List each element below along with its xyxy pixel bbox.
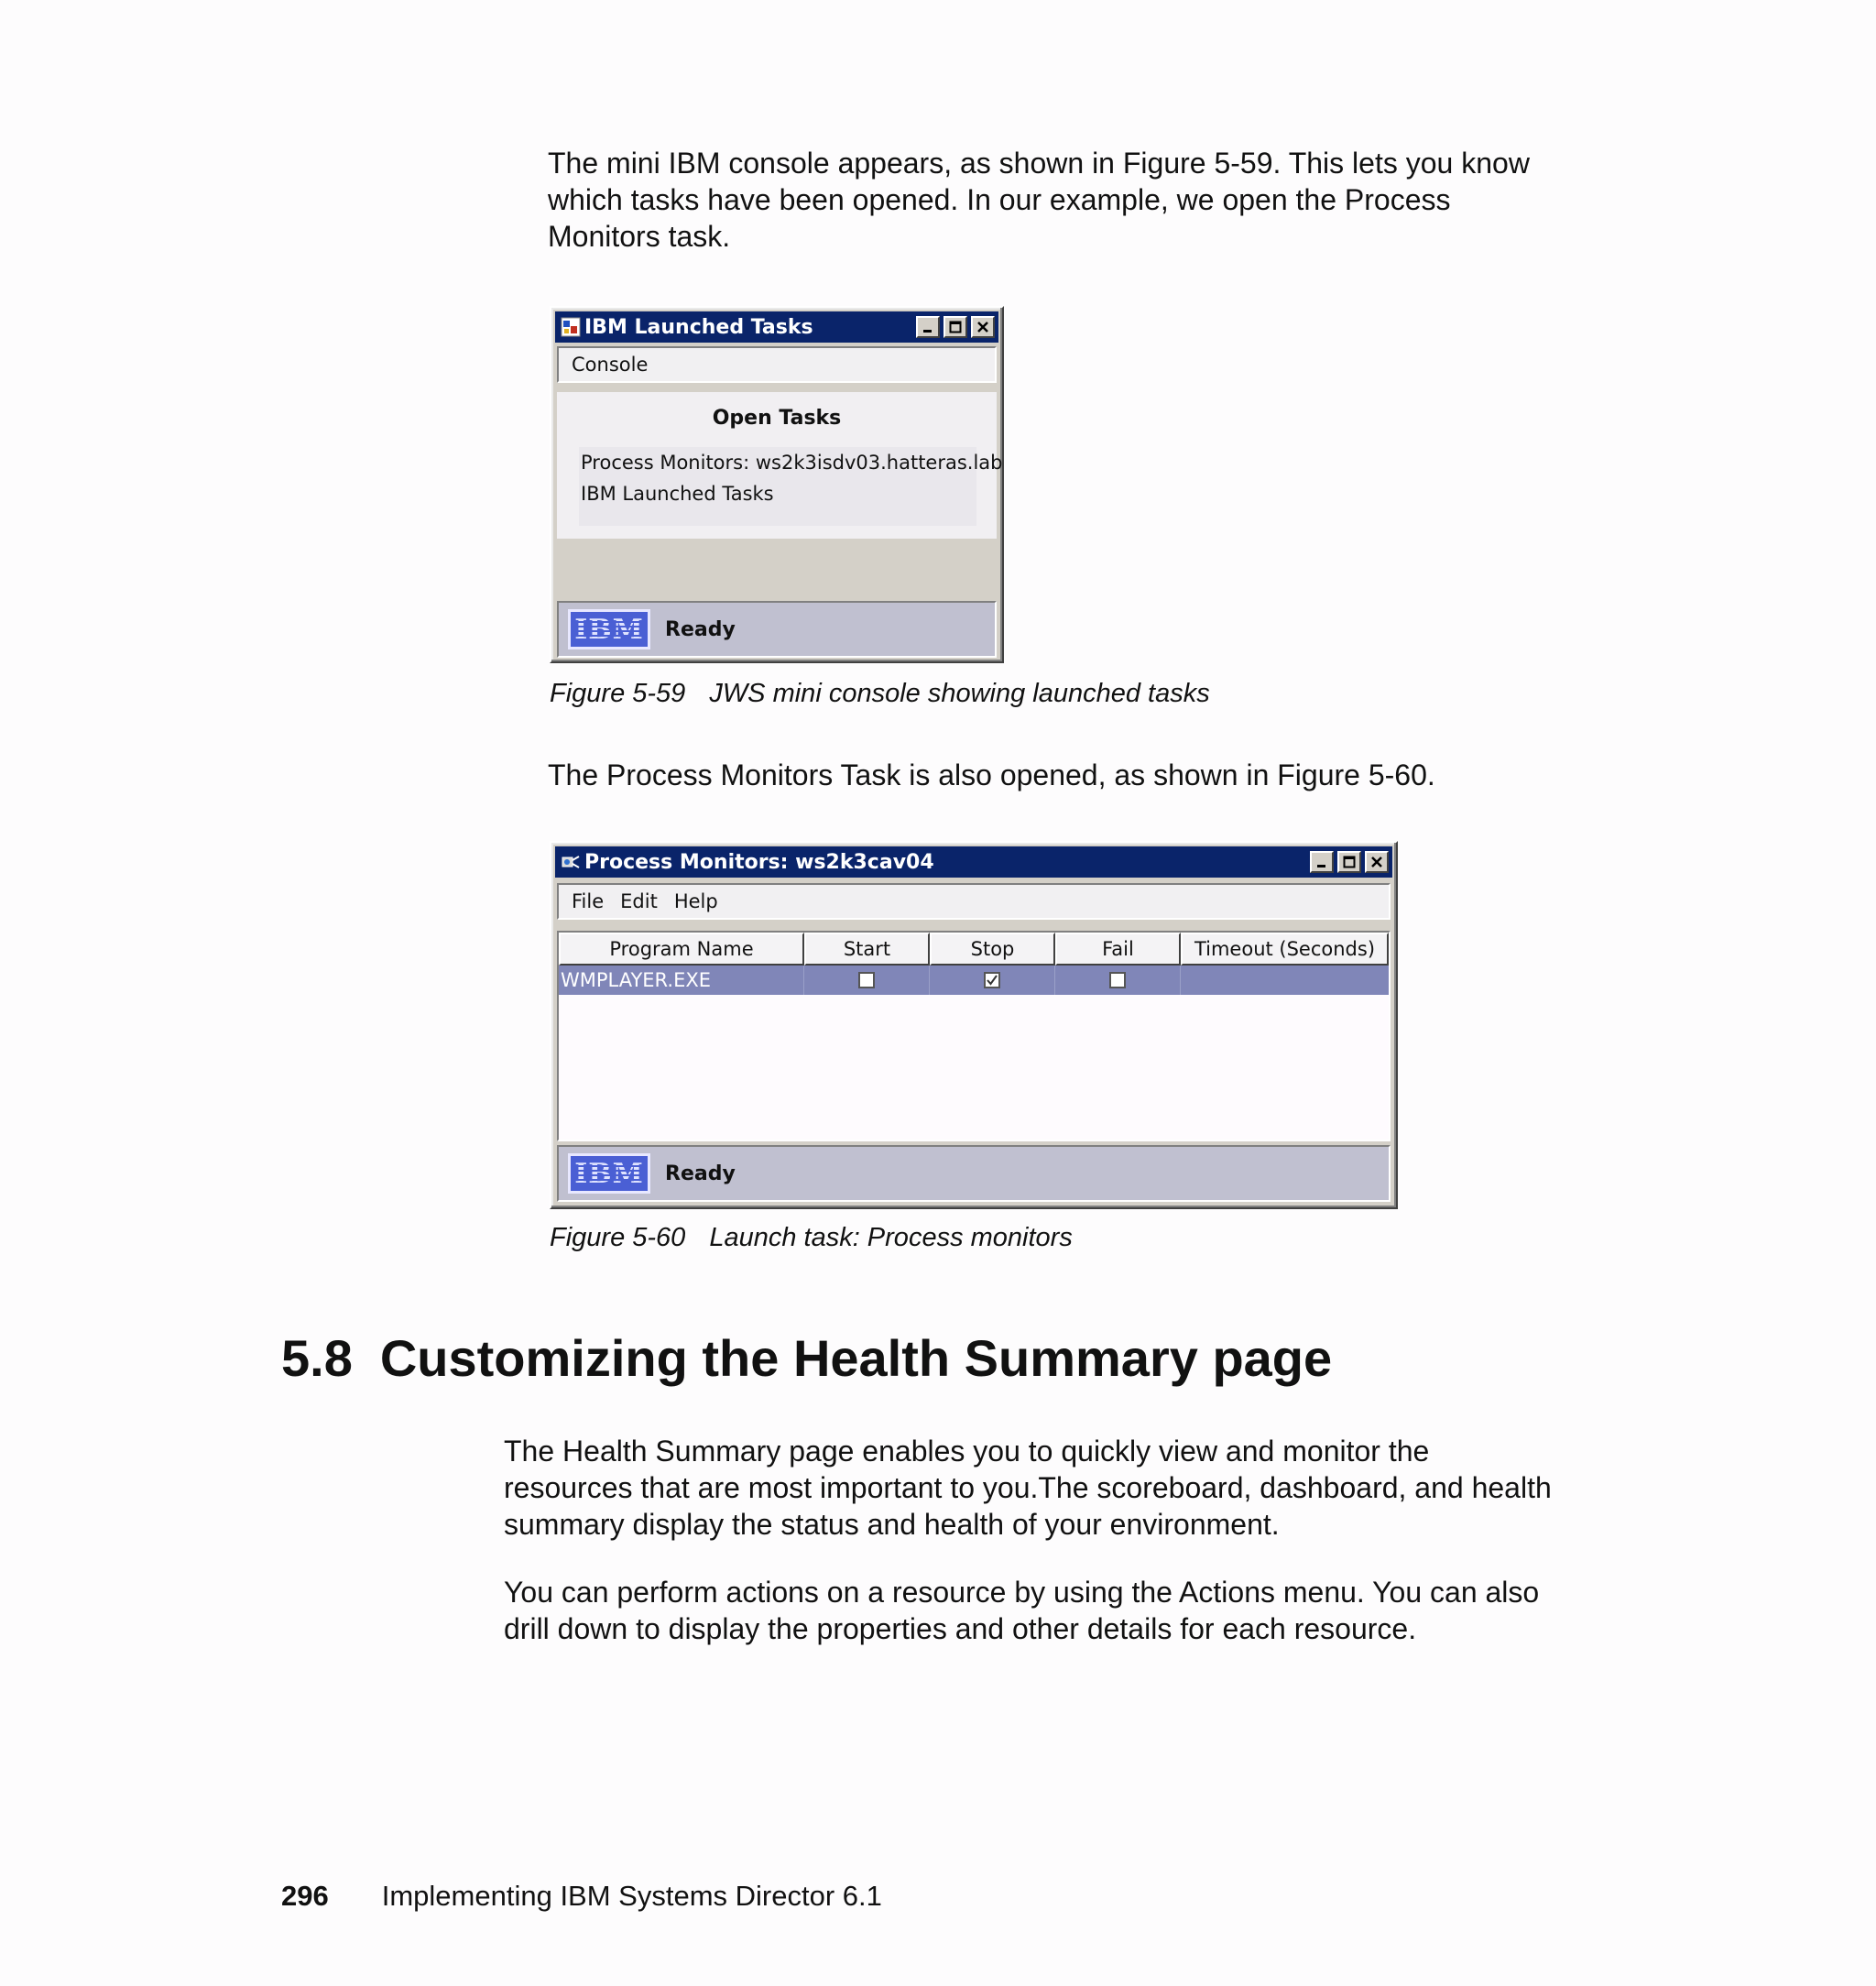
cell-start: [804, 966, 930, 995]
table-header: [559, 933, 1389, 966]
page-number: 296: [281, 1880, 329, 1912]
column-header-timeout[interactable]: Timeout (Seconds): [1181, 933, 1389, 966]
status-text: Ready: [665, 1162, 736, 1185]
intro-line-1: The mini IBM console appears, as shown in Figure 5-59. This lets you know: [548, 147, 1530, 180]
menu-edit[interactable]: Edit: [620, 890, 658, 912]
section-paragraph-1: [504, 1433, 1552, 1543]
menu-bar: [557, 883, 1391, 920]
intro-paragraph: [548, 145, 1530, 255]
checkmark-icon: [986, 974, 998, 987]
list-item[interactable]: IBM Launched Tasks: [581, 483, 774, 505]
table-row[interactable]: [559, 966, 1389, 995]
window-titlebar[interactable]: [555, 846, 1392, 878]
maximize-icon: [949, 321, 962, 333]
minimize-icon: [1315, 856, 1328, 868]
window-title: IBM Launched Tasks: [584, 315, 813, 339]
paragraph-line: resources that are most important to you.The scoreboard, dashboard, and health: [504, 1471, 1552, 1504]
menu-console[interactable]: Console: [572, 354, 649, 376]
maximize-button[interactable]: [943, 316, 967, 338]
book-title: Implementing IBM Systems Director 6.1: [381, 1880, 882, 1912]
figure-number: Figure 5-59: [550, 679, 686, 708]
close-button[interactable]: [1365, 851, 1389, 873]
close-icon: [976, 321, 989, 333]
figure-60-caption: [550, 1223, 1073, 1253]
paragraph-line: drill down to display the properties and other details for each resource.: [504, 1612, 1417, 1645]
intro-line-3: Monitors task.: [548, 220, 731, 253]
menu-help[interactable]: Help: [673, 890, 718, 912]
minimize-icon: [922, 321, 934, 333]
second-paragraph: The Process Monitors Task is also opened, as shown in Figure 5-60.: [548, 758, 1435, 791]
open-tasks-heading: Open Tasks: [712, 407, 842, 430]
section-title: Customizing the Health Summary page: [379, 1329, 1333, 1387]
figure-59-caption: [550, 679, 1210, 709]
section-paragraph-2: [504, 1574, 1539, 1647]
open-tasks-panel: [557, 392, 1003, 539]
maximize-icon: [1343, 856, 1356, 868]
intro-line-2: which tasks have been opened. In our example, we open the Process: [548, 183, 1451, 216]
paragraph-line: The Health Summary page enables you to quickly view and monitor the: [504, 1435, 1430, 1468]
paragraph-line: summary display the status and health of your environment.: [504, 1508, 1280, 1541]
cell-timeout[interactable]: [1181, 966, 1389, 995]
ibm-logo: IBM: [568, 609, 650, 649]
status-bar: [557, 1145, 1391, 1202]
start-checkbox[interactable]: [858, 972, 875, 988]
minimize-button[interactable]: [916, 316, 940, 338]
section-heading: [281, 1328, 1332, 1388]
menu-file[interactable]: File: [572, 890, 605, 912]
process-monitor-icon: [561, 852, 581, 872]
figure-number: Figure 5-60: [550, 1223, 686, 1252]
status-bar: [557, 601, 997, 658]
cell-fail: [1055, 966, 1181, 995]
open-tasks-list: [579, 447, 1003, 526]
figure-caption-text: Launch task: Process monitors: [709, 1223, 1073, 1252]
column-header-start[interactable]: Start: [804, 933, 930, 966]
cell-stop: [930, 966, 1055, 995]
paragraph-line: You can perform actions on a resource by using the Actions menu. You can also: [504, 1576, 1540, 1609]
maximize-button[interactable]: [1337, 851, 1361, 873]
process-table: [557, 931, 1391, 1141]
list-item[interactable]: Process Monitors: ws2k3isdv03.hatteras.lab: [581, 452, 1003, 474]
cell-program-name: WMPLAYER.EXE: [559, 966, 804, 995]
page-footer: [281, 1880, 882, 1913]
window-titlebar[interactable]: [555, 311, 998, 343]
column-header-program-name[interactable]: Program Name: [559, 933, 804, 966]
section-number: 5.8: [281, 1329, 353, 1387]
ibm-logo: IBM: [568, 1153, 650, 1194]
window-title: Process Monitors: ws2k3cav04: [584, 850, 934, 874]
process-monitors-window: [550, 841, 1398, 1209]
column-header-fail[interactable]: Fail: [1055, 933, 1181, 966]
fail-checkbox[interactable]: [1109, 972, 1126, 988]
column-header-stop[interactable]: Stop: [930, 933, 1055, 966]
stop-checkbox[interactable]: [984, 972, 1000, 988]
status-text: Ready: [665, 617, 736, 641]
close-button[interactable]: [971, 316, 995, 338]
app-icon: [561, 317, 581, 337]
close-icon: [1370, 856, 1383, 868]
figure-caption-text: JWS mini console showing launched tasks: [709, 679, 1210, 708]
minimize-button[interactable]: [1310, 851, 1334, 873]
menu-bar: [557, 346, 997, 383]
launched-tasks-window: [550, 306, 1004, 663]
